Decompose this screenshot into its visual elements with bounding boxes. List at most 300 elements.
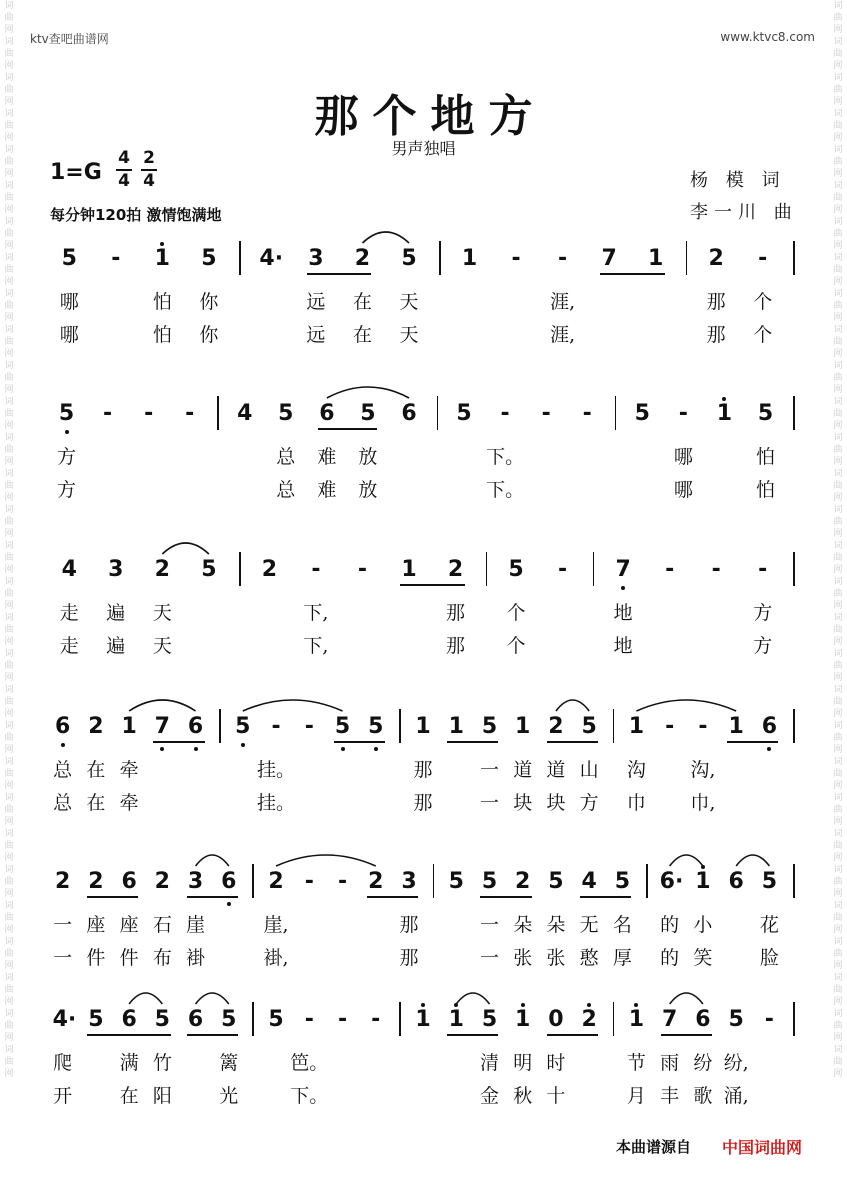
- bar-line: [646, 864, 648, 898]
- score-note: -: [665, 714, 675, 739]
- score-note: 4: [237, 401, 253, 426]
- score-note: -: [111, 246, 121, 271]
- lyric-char: 总: [53, 759, 73, 781]
- bar-line: [252, 864, 254, 898]
- lyric-char: 朵: [546, 914, 566, 936]
- beam-underline: [547, 1034, 598, 1036]
- key-signature: 1=G: [50, 160, 102, 185]
- score-note: -: [698, 714, 708, 739]
- octave-dot-high: [634, 1003, 638, 1007]
- octave-dot-high: [421, 1003, 425, 1007]
- score-note: 0: [548, 1007, 564, 1032]
- lyric-char: 巾,: [690, 792, 716, 814]
- lyric-char: 一: [53, 947, 73, 969]
- score-note: 6: [54, 714, 71, 739]
- lyric-char: 金: [479, 1085, 499, 1107]
- score-note: 1: [695, 869, 711, 894]
- lyric-char: 褂,: [263, 947, 289, 969]
- right-edge-watermark: 词曲网词曲网词曲网词曲网词曲网词曲网词曲网词曲网词曲网词曲网词曲网词曲网词曲网词曲网词曲网词曲网词曲网词曲网词曲网词曲网词曲网词曲网词曲网词曲网词曲网词曲网词曲网词曲网词曲网词曲网: [833, 1, 843, 1079]
- score-note: 1: [515, 1007, 531, 1032]
- lyric-char: 布: [152, 947, 172, 969]
- lyric-char: 无: [579, 914, 599, 936]
- slur-arc: [243, 700, 343, 711]
- lyric-char: 哪: [59, 291, 79, 313]
- score-note: 7: [154, 714, 170, 739]
- bar-line: [219, 709, 221, 743]
- bar-line: [615, 396, 617, 430]
- lyric-char: 月: [626, 1085, 646, 1107]
- lyric-char: 丰: [660, 1085, 680, 1107]
- lyric-char: 天: [399, 324, 419, 346]
- score-note: -: [558, 246, 568, 271]
- lyric-char: 在: [352, 324, 372, 346]
- score-note: 1: [415, 1007, 431, 1032]
- lyric-char: 纷,: [723, 1052, 749, 1074]
- score-note: -: [764, 1007, 774, 1032]
- ts1-numerator: 4: [118, 148, 130, 168]
- lyric-char: 歌: [693, 1085, 713, 1107]
- lyric-char: 时: [546, 1052, 566, 1074]
- octave-dot-high: [160, 242, 164, 246]
- score-note: 4·: [259, 246, 284, 271]
- score-note: 5: [201, 557, 217, 582]
- score-note: 7: [662, 1007, 678, 1032]
- song-title: 那个地方: [314, 91, 547, 142]
- octave-dot-high: [521, 1003, 525, 1007]
- lyric-char: 放: [358, 446, 378, 468]
- lyric-char: 下,: [303, 635, 329, 657]
- score-note: 5: [360, 401, 376, 426]
- lyric-char: 在: [86, 759, 106, 781]
- score-note: 6: [121, 869, 137, 894]
- score-note: -: [582, 401, 592, 426]
- bar-line: [433, 864, 435, 898]
- octave-dot-low: [241, 743, 245, 747]
- score-note: 2: [708, 246, 724, 271]
- lyric-char: 脸: [759, 947, 779, 969]
- score-note: 1: [728, 714, 744, 739]
- beam-underline: [480, 896, 531, 898]
- lyric-char: 清: [479, 1052, 499, 1074]
- beam-underline: [547, 741, 598, 743]
- score-note: 5: [221, 1007, 237, 1032]
- lyric-char: 满: [119, 1052, 139, 1074]
- beam-underline: [307, 273, 372, 275]
- lyric-char: 哪: [59, 324, 79, 346]
- lyric-char: 竹: [152, 1052, 172, 1074]
- slur-arc: [636, 700, 736, 711]
- score-note: 5: [581, 714, 597, 739]
- beam-underline: [187, 1034, 238, 1036]
- score-note: -: [185, 401, 195, 426]
- lyric-char: 光: [219, 1085, 239, 1107]
- score-note: 5: [456, 401, 472, 426]
- score-note: 4: [581, 869, 597, 894]
- bar-line: [593, 552, 595, 586]
- score-note: -: [678, 401, 688, 426]
- score-note: 6: [121, 1007, 137, 1032]
- score-note: 5: [728, 1007, 744, 1032]
- beam-underline: [661, 1034, 712, 1036]
- slur-arc: [196, 855, 229, 866]
- beam-underline: [447, 1034, 498, 1036]
- lyric-char: 总: [276, 479, 296, 501]
- lyric-char: 涯,: [550, 324, 576, 346]
- lyric-char: 巾: [626, 792, 646, 814]
- score-note: 5: [508, 557, 524, 582]
- score-note: -: [304, 1007, 314, 1032]
- score-note: 6: [221, 869, 237, 894]
- lyric-char: 厚: [612, 947, 632, 969]
- score-note: 5: [235, 714, 251, 739]
- lyric-char: 张: [546, 947, 566, 969]
- score-note: 1: [401, 557, 417, 582]
- composer-credit: 李一川 曲: [690, 202, 798, 223]
- lyric-char: 笑: [693, 947, 713, 969]
- lyric-char: 块: [513, 792, 533, 814]
- score-note: 2: [154, 557, 170, 582]
- score-note: 5: [368, 714, 384, 739]
- lyric-char: 开: [53, 1085, 73, 1107]
- lyric-char: 一: [479, 759, 499, 781]
- score-note: 5: [548, 869, 564, 894]
- lyric-char: 天: [152, 602, 172, 624]
- lyric-char: 走: [59, 635, 79, 657]
- bar-line: [793, 709, 795, 743]
- score-note: 2: [261, 557, 278, 582]
- octave-dot-low: [194, 747, 198, 751]
- score-note: 2: [581, 1007, 597, 1032]
- bar-line: [793, 396, 795, 430]
- beam-underline: [87, 1034, 171, 1036]
- score-note: 1: [448, 1007, 464, 1032]
- lyric-char: 那: [706, 324, 726, 346]
- score-note: 5: [61, 246, 77, 271]
- lyric-char: 挂。: [257, 759, 296, 781]
- score-note: 5: [278, 401, 294, 426]
- score-note: 5: [201, 246, 217, 271]
- octave-dot-low: [341, 747, 345, 751]
- beam-underline: [600, 273, 665, 275]
- lyric-char: 地: [613, 635, 633, 657]
- lyric-char: 阳: [152, 1085, 172, 1107]
- score-note: 1: [515, 714, 531, 739]
- lyric-char: 那: [446, 635, 466, 657]
- lyric-char: 那: [413, 792, 433, 814]
- lyric-char: 小: [693, 914, 713, 936]
- beam-underline: [318, 428, 377, 430]
- bar-line: [252, 1002, 254, 1036]
- lyric-char: 雨: [660, 1052, 680, 1074]
- score-note: 3: [308, 246, 324, 271]
- octave-dot-high: [722, 397, 726, 401]
- beam-underline: [400, 584, 465, 586]
- lyric-char: 笆。: [290, 1052, 329, 1074]
- lyric-char: 篱: [219, 1052, 239, 1074]
- ts2-denominator: 4: [143, 171, 155, 191]
- lyric-char: 那: [706, 291, 726, 313]
- lyric-char: 天: [399, 291, 419, 313]
- bar-line: [239, 241, 241, 275]
- score-note: 6: [401, 401, 417, 426]
- slur-arc: [456, 993, 489, 1004]
- score-note: -: [103, 401, 113, 426]
- lyric-char: 放: [358, 479, 378, 501]
- lyric-char: 那: [399, 914, 419, 936]
- lyricist-credit: 杨 模 词: [690, 170, 786, 191]
- score-note: 6: [187, 714, 204, 739]
- score-note: -: [304, 714, 314, 739]
- lyric-char: 怕: [755, 446, 775, 468]
- lyric-char: 涌,: [723, 1085, 749, 1107]
- lyric-char: 一: [479, 947, 499, 969]
- lyric-char: 你: [199, 324, 219, 346]
- lyric-char: 个: [753, 291, 773, 313]
- lyric-char: 那: [413, 759, 433, 781]
- lyric-char: 方: [57, 479, 77, 501]
- score-note: 1: [628, 714, 645, 739]
- score-note: 4: [61, 557, 77, 582]
- lyric-char: 秋: [513, 1085, 533, 1107]
- slur-arc: [196, 993, 229, 1004]
- octave-dot-high: [701, 865, 705, 869]
- lyric-char: 件: [119, 947, 139, 969]
- lyric-char: 道: [546, 759, 566, 781]
- octave-dot-high: [454, 1003, 458, 1007]
- octave-dot-low: [61, 743, 65, 747]
- lyric-char: 怕: [152, 291, 172, 313]
- score-note: 7: [615, 557, 631, 582]
- lyric-char: 哪: [673, 446, 693, 468]
- beam-underline: [447, 741, 498, 743]
- score-note: 5: [401, 246, 417, 271]
- lyric-char: 名: [612, 914, 632, 936]
- bar-line: [793, 1002, 795, 1036]
- lyric-char: 怕: [755, 479, 775, 501]
- lyric-char: 下。: [486, 446, 525, 468]
- lyric-char: 方: [753, 635, 773, 657]
- score-note: 4·: [52, 1007, 77, 1032]
- score-note: 1: [121, 714, 137, 739]
- octave-dot-low: [227, 902, 231, 906]
- lyric-char: 下。: [486, 479, 525, 501]
- lyric-char: 山: [579, 759, 599, 781]
- score-note: 2: [88, 714, 104, 739]
- site-url-right: www.ktvc8.com: [720, 30, 815, 44]
- score-note: 2: [54, 869, 71, 894]
- bar-line: [399, 709, 401, 743]
- lyric-char: 块: [546, 792, 566, 814]
- octave-dot-low: [621, 586, 625, 590]
- tempo-marking: 每分钟120拍 激情饱满地: [50, 206, 222, 224]
- score-note: 5: [481, 869, 498, 894]
- lyric-char: 崖,: [263, 914, 289, 936]
- left-edge-watermark: 词曲网词曲网词曲网词曲网词曲网词曲网词曲网词曲网词曲网词曲网词曲网词曲网词曲网词曲网词曲网词曲网词曲网词曲网词曲网词曲网词曲网词曲网词曲网词曲网词曲网词曲网词曲网词曲网词曲网词曲网: [4, 1, 14, 1079]
- bar-line: [613, 1002, 615, 1036]
- score-note: 6: [187, 1007, 204, 1032]
- lyric-char: 沟: [626, 759, 646, 781]
- lyric-char: 明: [513, 1052, 533, 1074]
- bar-line: [613, 709, 615, 743]
- site-name-left: ktv查吧曲谱网: [30, 32, 109, 46]
- lyric-char: 爬: [53, 1052, 73, 1074]
- score-note: 5: [448, 869, 464, 894]
- score-note: -: [337, 1007, 348, 1032]
- bar-line: [437, 396, 439, 430]
- lyric-char: 崖: [186, 914, 206, 936]
- lyric-char: 总: [276, 446, 296, 468]
- lyric-char: 张: [513, 947, 533, 969]
- score-note: 2: [354, 246, 371, 271]
- score-note: 5: [58, 401, 75, 426]
- lyric-char: 个: [506, 635, 526, 657]
- score-note: 3: [401, 869, 417, 894]
- score-note: 2: [368, 869, 384, 894]
- score-note: 5: [757, 401, 774, 426]
- bar-line: [793, 552, 795, 586]
- lyric-char: 个: [753, 324, 773, 346]
- score-note: 5: [334, 714, 351, 739]
- score-note: 5: [481, 714, 498, 739]
- lyric-char: 朵: [513, 914, 533, 936]
- lyric-char: 纷: [693, 1052, 713, 1074]
- slur-arc: [129, 993, 162, 1004]
- lyric-char: 个: [506, 602, 526, 624]
- beam-underline: [367, 896, 418, 898]
- score-note: 3: [108, 557, 124, 582]
- beam-underline: [153, 741, 204, 743]
- score-note: 2: [548, 714, 564, 739]
- lyric-char: 远: [306, 324, 326, 346]
- score-note: 6: [728, 869, 744, 894]
- score-note: 3: [187, 869, 204, 894]
- score-note: 1: [648, 246, 664, 271]
- octave-dot-low: [160, 747, 164, 751]
- lyric-char: 涯,: [550, 291, 576, 313]
- score-note: 2: [154, 869, 170, 894]
- beam-underline: [87, 896, 138, 898]
- score-note: 2: [515, 869, 531, 894]
- lyric-char: 一: [479, 914, 499, 936]
- score-note: 5: [268, 1007, 284, 1032]
- lyric-char: 难: [317, 446, 337, 468]
- score-note: -: [311, 557, 321, 582]
- lyric-char: 怕: [152, 324, 172, 346]
- bar-line: [486, 552, 488, 586]
- bar-line: [239, 552, 241, 586]
- lyric-char: 远: [306, 291, 326, 313]
- lyric-char: 道: [513, 759, 533, 781]
- slur-arc: [276, 855, 376, 866]
- lyric-char: 牵: [119, 759, 139, 781]
- score-note: -: [271, 714, 281, 739]
- bar-line: [217, 396, 219, 430]
- score-note: -: [665, 557, 675, 582]
- lyric-char: 那: [399, 947, 419, 969]
- lyric-char: 下,: [303, 602, 329, 624]
- octave-dot-low: [374, 747, 378, 751]
- score-note: 2: [447, 557, 464, 582]
- lyric-char: 方: [753, 602, 773, 624]
- lyric-char: 座: [86, 914, 106, 936]
- beam-underline: [727, 741, 778, 743]
- score-note: -: [371, 1007, 381, 1032]
- lyric-char: 下。: [290, 1085, 329, 1107]
- lyric-char: 你: [199, 291, 219, 313]
- lyric-char: 节: [626, 1052, 646, 1074]
- slur-arc: [670, 993, 703, 1004]
- slur-arc: [670, 855, 703, 866]
- slur-arc: [162, 543, 209, 554]
- score-note: -: [144, 401, 154, 426]
- lyric-char: 十: [546, 1085, 566, 1107]
- lyric-char: 的: [660, 914, 680, 936]
- lyric-char: 花: [759, 914, 779, 936]
- lyric-char: 褂: [186, 947, 206, 969]
- lyric-char: 遍: [106, 635, 126, 657]
- lyric-char: 在: [119, 1085, 139, 1107]
- score-note: 1: [154, 246, 170, 271]
- score-note: 5: [614, 869, 631, 894]
- slur-arc: [362, 232, 409, 243]
- ts1-denominator: 4: [118, 171, 130, 191]
- bar-line: [686, 241, 688, 275]
- lyric-char: 那: [446, 602, 466, 624]
- lyric-char: 方: [579, 792, 599, 814]
- lyric-char: 的: [660, 947, 680, 969]
- score-note: -: [711, 557, 721, 582]
- lyric-char: 牵: [119, 792, 139, 814]
- score-note: 6: [319, 401, 335, 426]
- bar-line: [399, 1002, 401, 1036]
- lyric-char: 一: [479, 792, 499, 814]
- score-note: 6: [695, 1007, 711, 1032]
- score-note: -: [357, 557, 368, 582]
- score-note: -: [304, 869, 314, 894]
- slur-arc: [129, 700, 195, 711]
- bar-line: [793, 241, 795, 275]
- score-note: 5: [154, 1007, 170, 1032]
- score-note: -: [511, 246, 521, 271]
- score-note: 1: [628, 1007, 645, 1032]
- score-note: 2: [268, 869, 284, 894]
- lyric-char: 座: [119, 914, 139, 936]
- octave-dot-low: [65, 430, 69, 434]
- score-note: -: [500, 401, 510, 426]
- lyric-char: 沟,: [690, 759, 716, 781]
- footer-source-label: 本曲谱源自: [616, 1138, 692, 1156]
- lyric-char: 挂。: [257, 792, 296, 814]
- lyric-char: 遍: [106, 602, 126, 624]
- octave-dot-high: [587, 1003, 591, 1007]
- score-note: -: [337, 869, 348, 894]
- score-note: 2: [88, 869, 104, 894]
- score-note: 1: [448, 714, 464, 739]
- slur-arc: [736, 855, 769, 866]
- slur-arc: [327, 387, 409, 398]
- beam-underline: [580, 896, 631, 898]
- ts2-numerator: 2: [143, 148, 155, 168]
- lyric-char: 哪: [673, 479, 693, 501]
- lyric-char: 件: [86, 947, 106, 969]
- lyric-char: 走: [59, 602, 79, 624]
- lyric-char: 憨: [579, 947, 599, 969]
- lyric-char: 总: [53, 792, 73, 814]
- score-note: 1: [716, 401, 733, 426]
- score-note: 5: [761, 869, 778, 894]
- slur-arc: [556, 700, 589, 711]
- lyric-char: 难: [317, 479, 337, 501]
